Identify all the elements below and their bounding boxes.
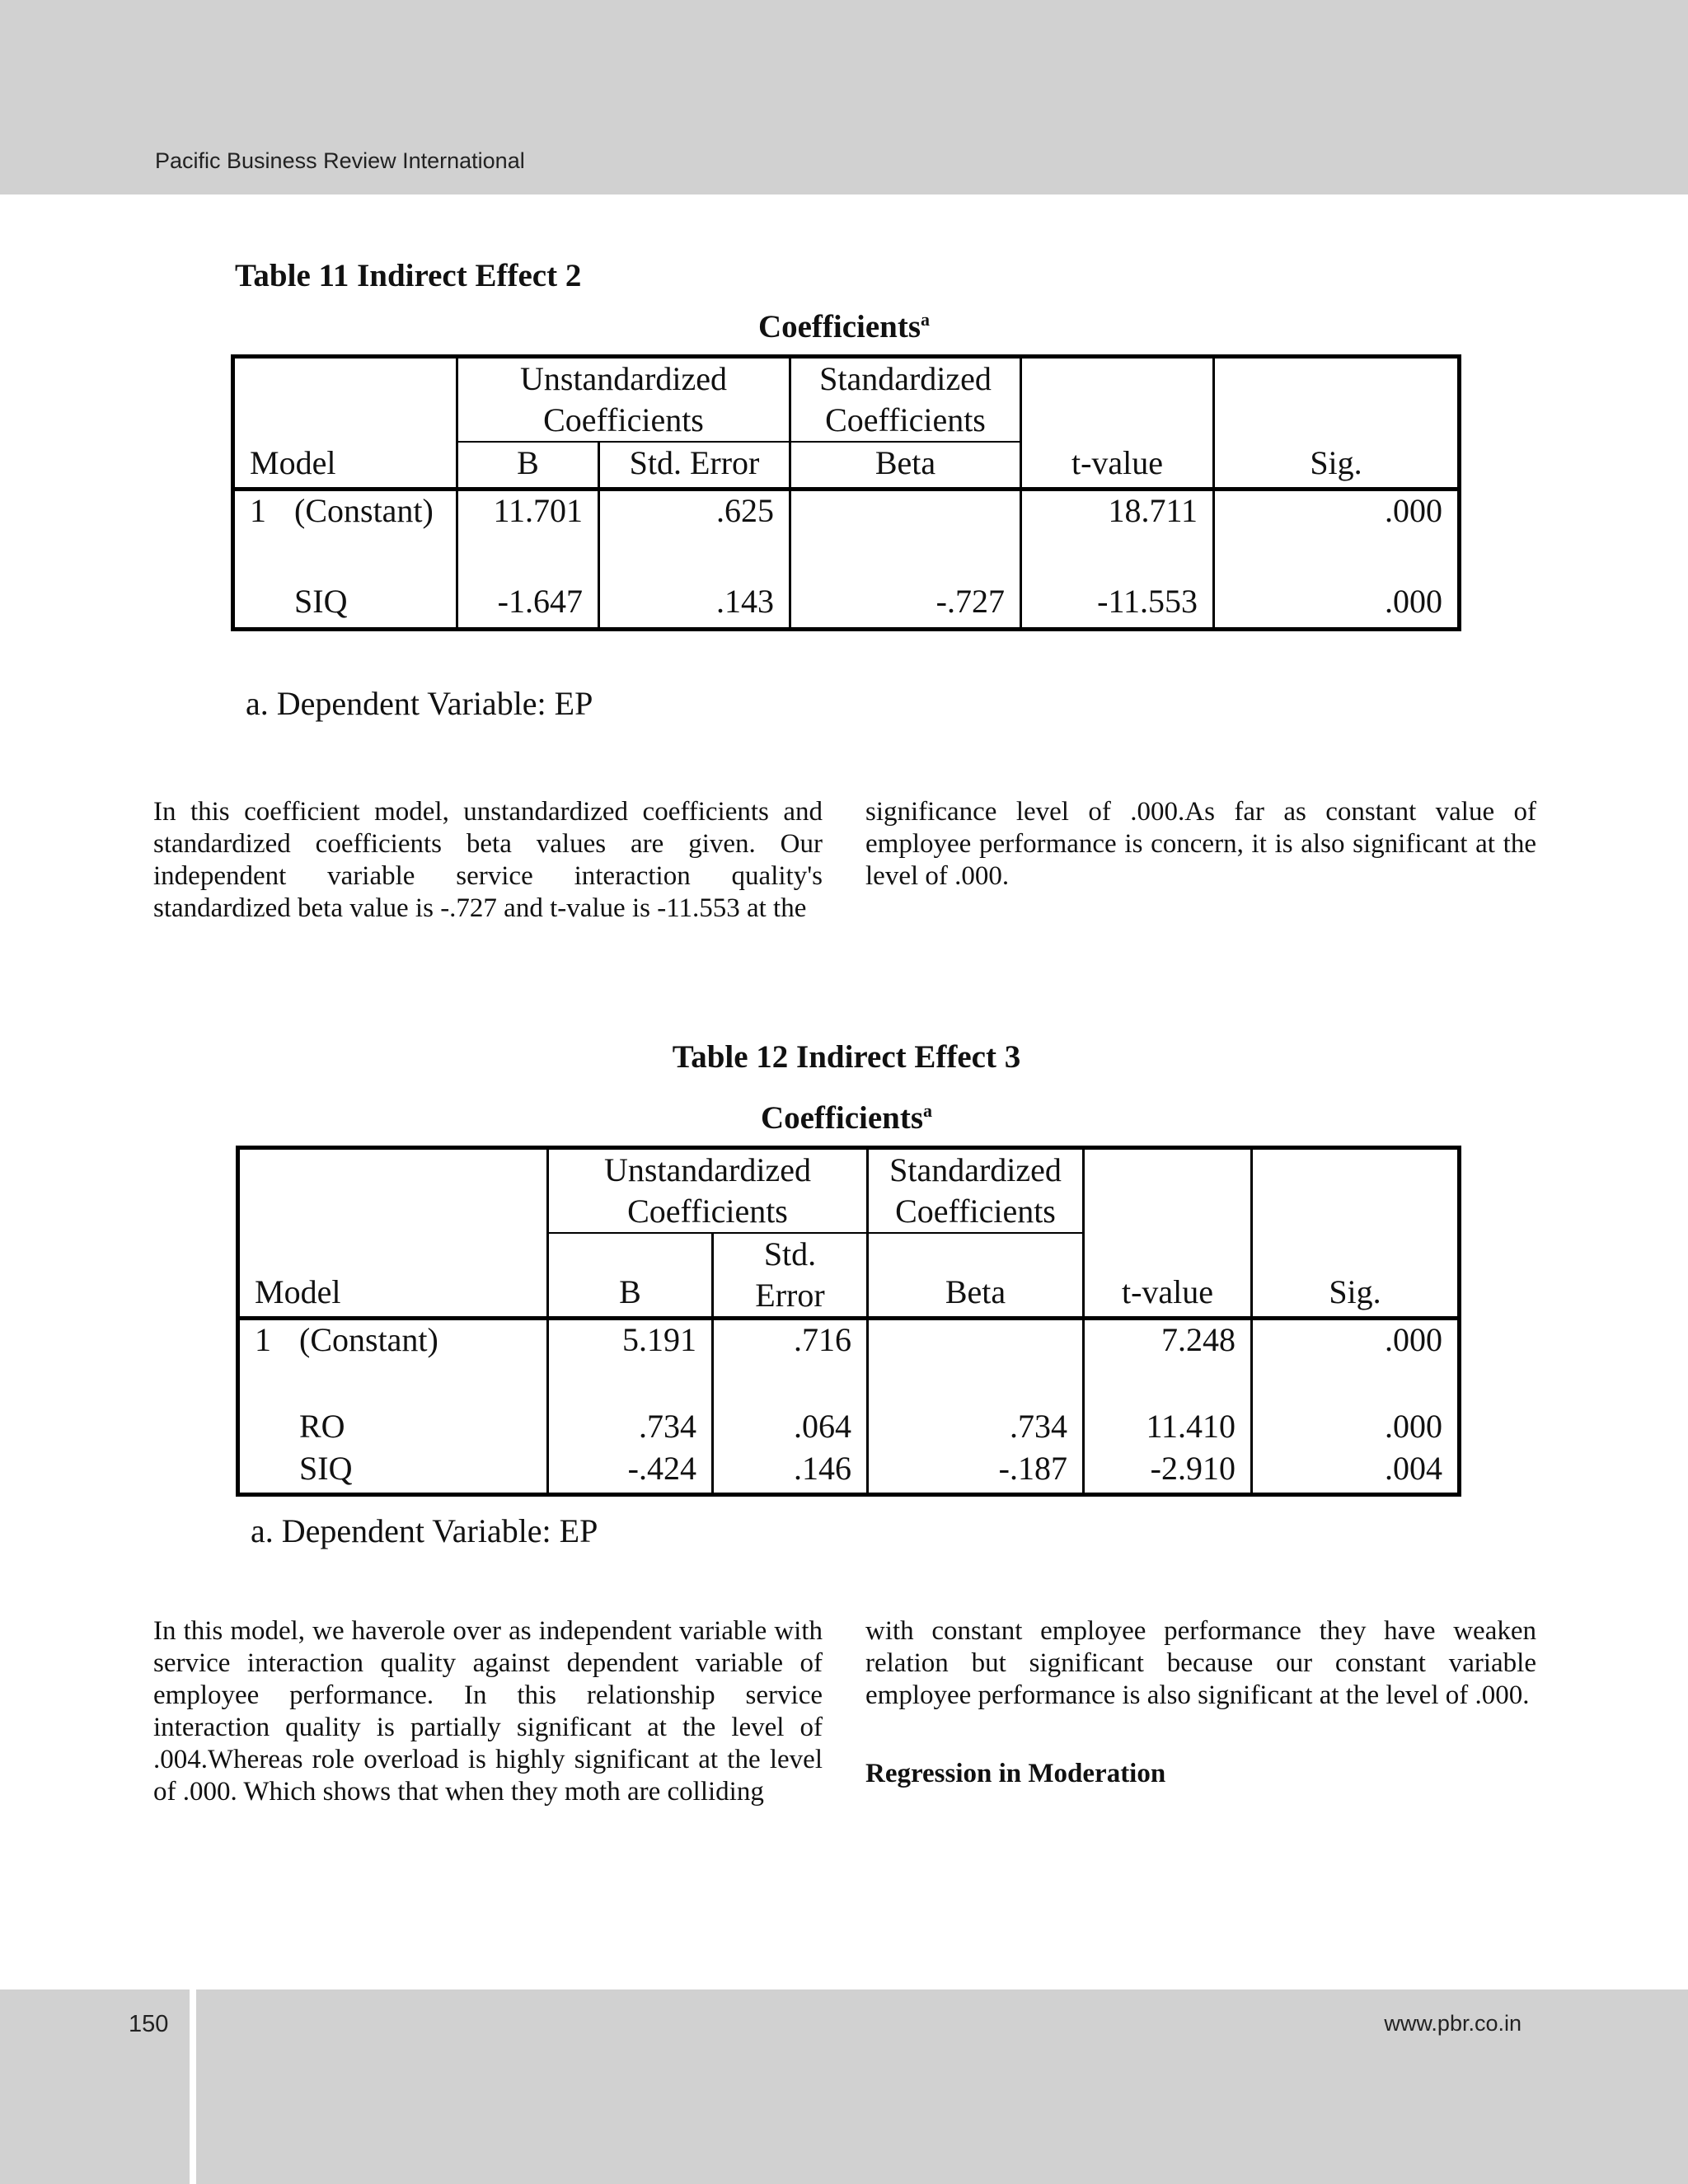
table12-col-beta: Beta [868,1233,1084,1319]
table12-sig-blank [1252,1148,1460,1234]
cell-b: 5.191 [548,1319,713,1396]
table12-caption: Table 12 Indirect Effect 3 [672,1039,1021,1075]
table-row [233,539,1460,630]
section-heading: Regression in Moderation [865,1759,1166,1788]
table12-col-t: t-value [1084,1233,1252,1319]
site-url: www.pbr.co.in [1384,2011,1522,2036]
cell-sig: .000 [1252,1319,1460,1396]
table12-col-sig: Sig. [1252,1233,1460,1319]
cell-b: -1.647 [457,539,599,630]
cell-se: .146 [713,1446,868,1495]
paragraph-left-2: In this model, we haverole over as independent variable with service interaction quality against dependent variable of employee performance. In this relationship service interaction quality is partially significant at the level of .004.Whereas role overload is highly significant at the level of .000. Which shows that when they moth are colliding [153,1616,823,1807]
table11-col-sig: Sig. [1214,442,1460,490]
table12-col-model: Model [238,1233,548,1319]
row-model: SIQ [233,539,457,630]
cell-se: .064 [713,1396,868,1446]
cell-se: .716 [713,1319,868,1396]
paragraph-right-2: with constant employee performance they have weaken relation but significant because our constant variable employee performance is also significant at the level of .000. [865,1616,1536,1710]
cell-beta: -.187 [868,1446,1084,1495]
table11-col-beta: Beta [790,442,1021,490]
row-model: 1 (Constant) [238,1319,548,1396]
table11-subcaption: Coefficients$^a$ [757,309,931,344]
row-model: SIQ [238,1446,548,1495]
paragraph-right-1: significance level of .000.As far as constant value of employee performance is concern, it is also significant at the level of .000. [865,797,1536,891]
table12-col-b: B [548,1233,713,1319]
cell-beta [868,1319,1084,1396]
table12-group-std: Standardized Coefficients [868,1148,1084,1234]
cell-t: 11.410 [1084,1396,1252,1446]
cell-beta [790,490,1021,539]
table12-group-unstd: Unstandardized Coefficients [548,1148,868,1234]
cell-beta: -.727 [790,539,1021,630]
table11-footnote: a. Dependent Variable: EP [246,685,593,722]
table11-col-t: t-value [1021,442,1214,490]
cell-b: .734 [548,1396,713,1446]
table11-sig-blank [1214,357,1460,443]
cell-t: -2.910 [1084,1446,1252,1495]
cell-sig: .004 [1252,1446,1460,1495]
cell-t: -11.553 [1021,539,1214,630]
row-model: 1 (Constant) [233,490,457,539]
table12-footnote: a. Dependent Variable: EP [251,1512,598,1549]
table-row [238,1396,1460,1446]
table12-t-blank [1084,1148,1252,1234]
cell-se: .143 [599,539,790,630]
table11-col-b: B [457,442,599,490]
cell-sig: .000 [1214,490,1460,539]
cell-t: 18.711 [1021,490,1214,539]
cell-sig: .000 [1214,539,1460,630]
table11-group-std: Standardized Coefficients [790,357,1021,443]
journal-name: Pacific Business Review International [155,148,525,173]
table-row [238,1446,1460,1495]
table12-col-se: Std. Error [713,1233,868,1319]
table12-subcaption: Coefficients$^a$ [760,1100,933,1136]
table11-model-blank [233,357,457,443]
table-row [233,490,1460,539]
cell-sig: .000 [1252,1396,1460,1446]
cell-beta: .734 [868,1396,1084,1446]
paragraph-left-1: In this coefficient model, unstandardized coefficients and standardized coefficients beta values are given. Our independent variable service interaction quality's standardized beta value is -.727 and t-value is -11.553 at the [153,797,823,923]
table12 [236,1146,1461,1497]
cell-b: -.424 [548,1446,713,1495]
table11-t-blank [1021,357,1214,443]
cell-t: 7.248 [1084,1319,1252,1396]
table11-caption: Table 11 Indirect Effect 2 [235,258,582,293]
table11-col-model: Model [233,442,457,490]
table-row [238,1319,1460,1396]
table11-group-unstd: Unstandardized Coefficients [457,357,790,443]
table11 [231,354,1461,631]
cell-se: .625 [599,490,790,539]
page-number: 150 [129,2011,169,2037]
table12-model-blank [238,1148,548,1234]
row-model: RO [238,1396,548,1446]
cell-b: 11.701 [457,490,599,539]
table11-col-se: Std. Error [599,442,790,490]
